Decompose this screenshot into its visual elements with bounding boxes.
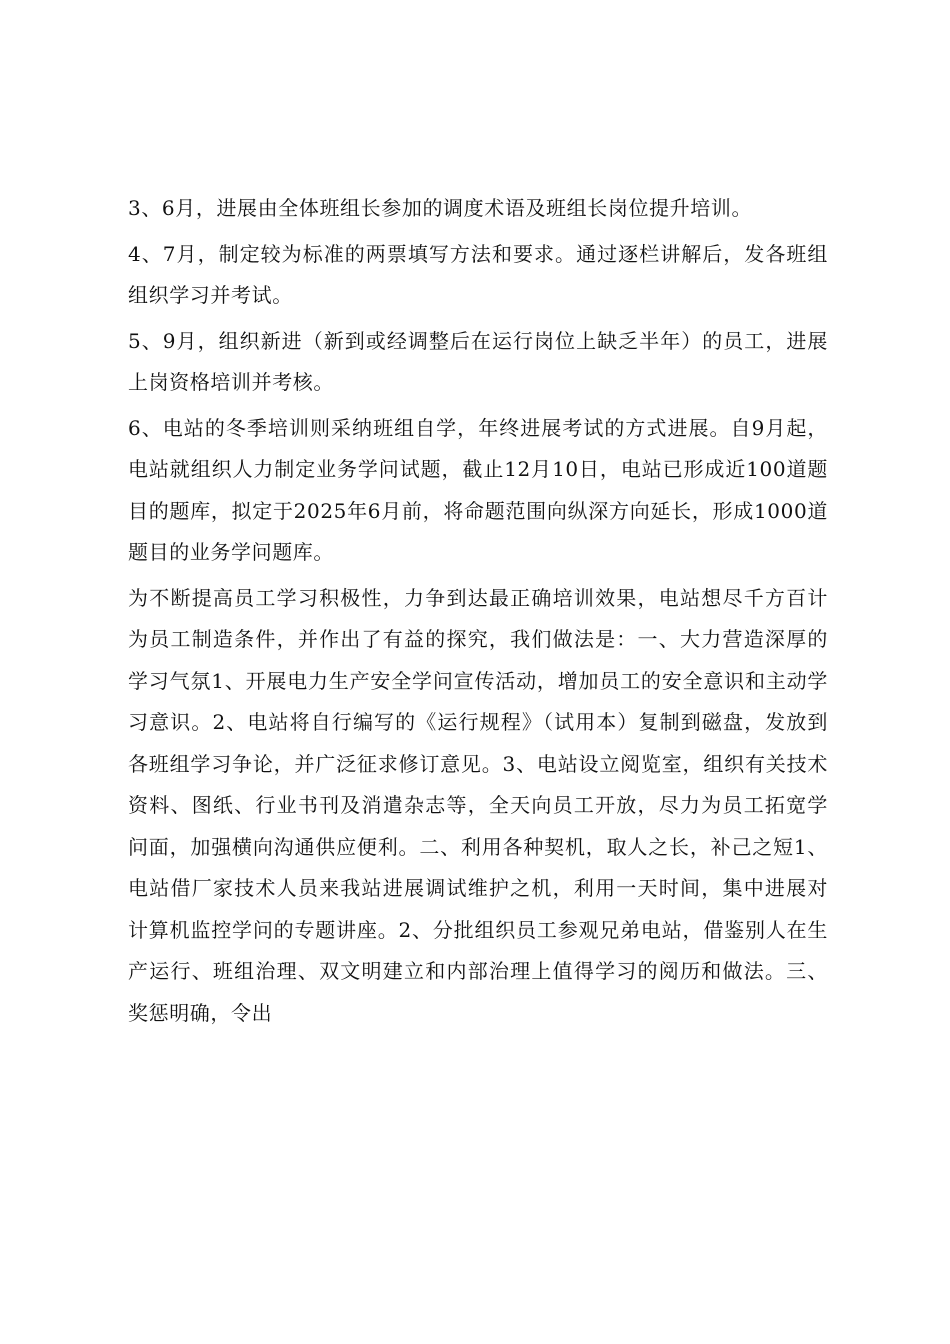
paragraph-item-4: 4、7月，制定较为标准的两票填写方法和要求。通过逐栏讲解后，发各班组组织学习并考试。	[128, 241, 828, 307]
paragraph-training-methods: 为不断提高员工学习积极性，力争到达最正确培训效果，电站想尽千方百计为员工制造条件，并作出了有益的探究，我们做法是：一、大力营造深厚的学习气氛1、开展电力生产安全学问宣传活动，增加员工的安全意识和主动学习意识。2、电站将自行编写的《运行规程》（试用本）复制到磁盘，发放到各班组学习争论，并广泛征求修订意见。3、电站设立阅览室，组织有关技术资料、图纸、行业书刊及消遣杂志等，全天向员工开放，尽力为员工拓宽学问面，加强横向沟通供应便利。二、利用各种契机，取人之长，补己之短1、电站借厂家技术人员来我站进展调试维护之机，利用一天时间，集中进展对计算机监控学问的专题讲座。2、分批组织员工参观兄弟电站，借鉴别人在生产运行、班组治理、双文明建立和内部治理上值得学习的阅历和做法。三、奖惩明确，令出	[128, 585, 828, 1025]
document-body	[128, 188, 828, 1038]
paragraph-item-3: 3、6月，进展由全体班组长参加的调度术语及班组长岗位提升培训。	[128, 196, 753, 220]
paragraph-item-5: 5、9月，组织新进（新到或经调整后在运行岗位上缺乏半年）的员工，进展上岗资格培训并考核。	[128, 328, 828, 394]
paragraph-item-6: 6、电站的冬季培训则采纳班组自学，年终进展考试的方式进展。自9月起，电站就组织人力制定业务学问试题，截止12月10日，电站已形成近100道题目的题库，拟定于2025年6月前，将命题范围向纵深方向延长，形成1000道题目的业务学问题库。	[128, 415, 828, 564]
